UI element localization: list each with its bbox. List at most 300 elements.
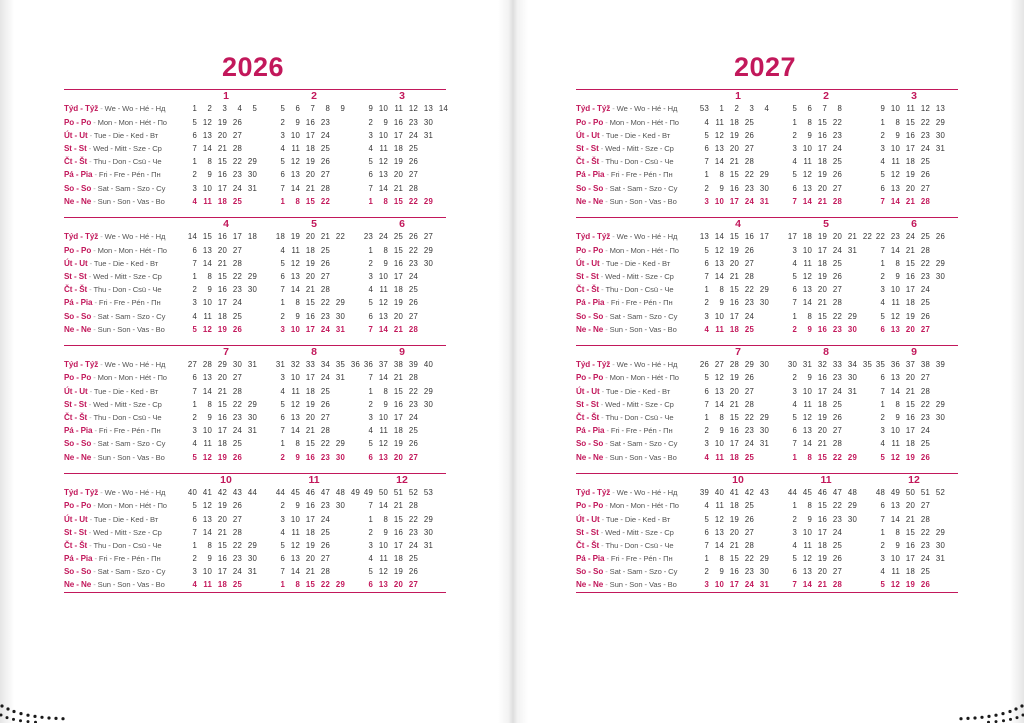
day-number: 15 [817, 117, 827, 127]
day-label [576, 539, 694, 552]
calendar-day-row [64, 552, 446, 565]
day-number-cell [270, 424, 358, 437]
day-number: 4 [880, 567, 885, 577]
day-number: 26 [920, 452, 930, 462]
calendar-day-row [64, 116, 446, 129]
day-number: 22 [408, 196, 418, 206]
day-label [64, 486, 182, 499]
day-number: 15 [905, 258, 915, 268]
calendar-day-row [576, 323, 958, 336]
day-number: 31 [935, 554, 945, 564]
day-label-full: Wed - Mitt - Sze - Ср [93, 399, 162, 409]
day-number: 29 [247, 157, 257, 167]
day-number: 14 [714, 399, 724, 409]
day-label-full: Mon - Mon - Hét - По [609, 501, 679, 511]
day-number: 44 [247, 488, 257, 498]
day-number: 2 [880, 540, 885, 550]
day-number: 15 [305, 580, 315, 590]
day-label-separator: - [603, 311, 610, 321]
day-number: 20 [817, 567, 827, 577]
day-number: 29 [217, 360, 227, 370]
day-number: 23 [320, 311, 330, 321]
day-label [576, 526, 694, 539]
day-number-cell [694, 539, 782, 552]
day-label-separator: - [599, 514, 606, 524]
day-label-full: Tue - Die - Ked - Вт [605, 130, 671, 140]
day-number: 23 [320, 452, 330, 462]
day-number: 1 [192, 399, 197, 409]
day-number-cell [270, 499, 358, 512]
day-number: 13 [714, 527, 724, 537]
day-number: 9 [207, 170, 212, 180]
day-number: 35 [875, 360, 885, 370]
day-number: 18 [275, 232, 285, 242]
day-number-cell [358, 437, 446, 450]
day-number: 23 [232, 554, 242, 564]
day-label-separator: - [92, 298, 99, 308]
day-label-abbr: Út - Ut [64, 130, 88, 140]
day-number: 2 [704, 567, 709, 577]
day-label [64, 257, 182, 270]
day-number: 4 [192, 196, 197, 206]
day-number: 49 [890, 488, 900, 498]
day-number: 25 [408, 554, 418, 564]
day-number: 21 [217, 258, 227, 268]
day-number-cell [694, 512, 782, 525]
day-number-cell [182, 486, 270, 499]
day-number: 27 [320, 554, 330, 564]
day-number: 14 [890, 196, 900, 206]
day-number: 16 [729, 298, 739, 308]
day-number: 21 [729, 157, 739, 167]
day-number: 1 [280, 196, 285, 206]
day-number-cell [358, 512, 446, 525]
day-number: 7 [880, 386, 885, 396]
day-number: 31 [423, 540, 433, 550]
day-label-abbr: Po - Po [576, 117, 604, 127]
day-number: 1 [880, 258, 885, 268]
day-number: 19 [729, 514, 739, 524]
day-label-separator: - [86, 399, 94, 409]
quarter-spacer [576, 593, 958, 602]
day-number: 23 [832, 514, 842, 524]
day-number: 25 [832, 157, 842, 167]
month-number: 9 [911, 346, 917, 359]
day-number: 3 [368, 130, 373, 140]
quarter-spacer [64, 593, 446, 602]
day-number: 28 [232, 258, 242, 268]
day-number: 27 [320, 170, 330, 180]
day-number: 1 [280, 298, 285, 308]
day-number: 30 [335, 311, 345, 321]
day-number: 23 [920, 540, 930, 550]
day-label [64, 168, 182, 181]
day-number: 14 [890, 386, 900, 396]
day-number: 43 [759, 488, 769, 498]
calendar-day-row [64, 257, 446, 270]
day-label-separator: - [603, 580, 610, 590]
day-number: 11 [715, 324, 724, 334]
day-label-separator: - [599, 130, 606, 140]
day-number: 13 [290, 554, 300, 564]
day-number: 28 [832, 580, 842, 590]
day-number: 17 [905, 144, 915, 154]
calendar-day-row [576, 512, 958, 525]
day-number-cell [182, 385, 270, 398]
day-number: 13 [699, 232, 709, 242]
day-number-cell [358, 385, 446, 398]
day-number: 6 [792, 183, 797, 193]
day-number: 8 [383, 386, 388, 396]
day-label-full: Sun - Son - Vas - Во [609, 196, 677, 206]
day-number: 39 [699, 488, 709, 498]
day-number-cell [870, 358, 958, 371]
day-label [64, 116, 182, 129]
day-number: 15 [729, 554, 739, 564]
day-number: 29 [759, 285, 769, 295]
day-label-abbr: Po - Po [576, 501, 604, 511]
day-number: 19 [729, 373, 739, 383]
day-label [64, 296, 182, 309]
day-label-abbr: So - So [576, 567, 604, 577]
day-number: 20 [832, 232, 842, 242]
month-number: 4 [735, 218, 741, 231]
day-label-separator: - [98, 104, 105, 114]
day-number: 29 [423, 514, 433, 524]
day-number: 1 [792, 501, 797, 511]
day-number-cell [358, 526, 446, 539]
day-number: 16 [305, 311, 315, 321]
day-number: 27 [744, 144, 754, 154]
day-number: 30 [935, 540, 945, 550]
day-label-separator: - [87, 540, 94, 550]
day-label-separator: - [87, 130, 94, 140]
day-number: 10 [802, 386, 812, 396]
month-row-spacer [576, 218, 694, 230]
day-number: 6 [368, 580, 373, 590]
day-number: 2 [704, 183, 709, 193]
day-number: 2 [368, 527, 373, 537]
day-number: 24 [832, 245, 842, 255]
day-number: 14 [290, 183, 300, 193]
calendar-page-left [8, 0, 498, 723]
day-number: 21 [817, 580, 827, 590]
day-number: 9 [719, 567, 724, 577]
day-number: 22 [320, 580, 330, 590]
day-number: 23 [232, 413, 242, 423]
day-number: 29 [335, 298, 345, 308]
month-number: 8 [823, 346, 829, 359]
day-number: 29 [847, 452, 857, 462]
day-number: 2 [280, 117, 285, 127]
day-number: 37 [905, 360, 915, 370]
day-number: 23 [890, 232, 900, 242]
day-number: 25 [408, 285, 418, 295]
calendar-day-row [64, 270, 446, 283]
day-label-full: Mon - Mon - Hét - По [609, 245, 679, 255]
day-number: 23 [232, 170, 242, 180]
day-number: 25 [920, 439, 930, 449]
day-label-full: We - Wo - Hé - Нд [616, 232, 678, 242]
day-label [576, 499, 694, 512]
day-number: 4 [792, 258, 797, 268]
day-number: 8 [719, 413, 724, 423]
day-number: 13 [378, 311, 388, 321]
day-number: 53 [699, 104, 709, 114]
day-label [64, 323, 182, 336]
day-number: 17 [905, 426, 915, 436]
day-number: 27 [232, 373, 242, 383]
day-number: 8 [719, 170, 724, 180]
day-number: 7 [792, 298, 797, 308]
month-number: 12 [908, 474, 920, 487]
day-number: 14 [714, 271, 724, 281]
calendar-day-row [576, 424, 958, 437]
day-number: 19 [305, 399, 315, 409]
day-label-abbr: Týd - Týž [64, 232, 99, 242]
day-number: 5 [252, 104, 257, 114]
day-number-cell [358, 424, 446, 437]
day-number: 14 [714, 157, 724, 167]
month-number: 9 [399, 346, 405, 359]
day-number-cell [182, 411, 270, 424]
day-number: 7 [192, 144, 197, 154]
day-number: 10 [378, 130, 388, 140]
day-number: 27 [920, 501, 930, 511]
day-number-cell [694, 424, 782, 437]
day-number: 26 [832, 413, 842, 423]
day-label-abbr: Po - Po [64, 117, 92, 127]
day-number: 19 [217, 324, 227, 334]
day-number: 15 [217, 157, 227, 167]
day-number: 9 [295, 452, 300, 462]
day-label [576, 323, 694, 336]
calendar-day-row [576, 499, 958, 512]
day-number: 14 [202, 527, 212, 537]
day-label-full: Sat - Sam - Szo - Су [97, 439, 166, 449]
day-number: 11 [291, 144, 300, 154]
day-number: 6 [280, 413, 285, 423]
day-number: 19 [217, 501, 227, 511]
day-number: 30 [423, 527, 433, 537]
day-label [576, 270, 694, 283]
day-label-abbr: Čt - Št [64, 285, 88, 295]
calendar-day-row [64, 486, 446, 499]
calendar-day-row [576, 526, 958, 539]
day-number-cell [270, 129, 358, 142]
day-number: 6 [807, 104, 812, 114]
day-number: 5 [880, 452, 885, 462]
day-label-separator: - [604, 426, 611, 436]
day-number: 10 [714, 580, 724, 590]
day-number-cell [782, 102, 870, 115]
day-number: 22 [920, 258, 930, 268]
day-label-full: We - Wo - Hé - Нд [104, 104, 166, 114]
month-number-row [64, 474, 446, 486]
day-number: 24 [832, 527, 842, 537]
day-number: 18 [247, 232, 257, 242]
day-number: 19 [393, 567, 403, 577]
day-number: 19 [817, 232, 827, 242]
calendar-day-row [576, 270, 958, 283]
day-number: 6 [704, 144, 709, 154]
day-number: 32 [817, 360, 827, 370]
day-label-full: Tue - Die - Ked - Вт [605, 514, 671, 524]
day-number: 14 [202, 386, 212, 396]
day-number: 22 [744, 413, 754, 423]
day-number-cell [358, 499, 446, 512]
day-number-cell [270, 182, 358, 195]
day-number: 19 [305, 540, 315, 550]
day-number: 17 [729, 311, 739, 321]
day-number-cell [358, 309, 446, 322]
calendar-day-row [576, 230, 958, 243]
day-number: 14 [714, 232, 724, 242]
month-number: 3 [911, 90, 917, 103]
day-number: 7 [792, 196, 797, 206]
day-number-cell [694, 195, 782, 208]
day-number: 21 [217, 144, 227, 154]
day-number: 2 [792, 373, 797, 383]
day-number-cell [358, 102, 446, 115]
day-number: 14 [202, 144, 212, 154]
day-number-cell [358, 411, 446, 424]
day-number: 6 [880, 183, 885, 193]
day-label-separator: - [87, 386, 94, 396]
day-number-cell [358, 450, 446, 463]
day-number: 23 [408, 117, 418, 127]
day-number: 24 [408, 271, 418, 281]
day-label-abbr: Út - Ut [576, 258, 600, 268]
day-label-full: Fri - Fre - Pén - Пн [98, 298, 161, 308]
day-number: 30 [935, 271, 945, 281]
day-number: 51 [920, 488, 930, 498]
day-number: 22 [335, 232, 345, 242]
day-number: 13 [890, 373, 900, 383]
day-number: 10 [890, 426, 900, 436]
month-row-spacer [64, 346, 182, 358]
day-number: 22 [832, 311, 842, 321]
day-label [64, 411, 182, 424]
calendar-day-row [64, 371, 446, 384]
day-number: 5 [792, 554, 797, 564]
day-number: 19 [905, 580, 915, 590]
day-number-cell [358, 182, 446, 195]
day-number: 17 [759, 232, 769, 242]
day-number: 19 [817, 554, 827, 564]
day-number: 31 [335, 324, 345, 334]
day-label-abbr: Pá - Pia [64, 426, 93, 436]
day-number-cell [694, 486, 782, 499]
day-number: 11 [203, 580, 212, 590]
day-number-cell [182, 182, 270, 195]
day-number: 21 [729, 399, 739, 409]
day-number: 9 [880, 104, 885, 114]
day-number: 4 [792, 399, 797, 409]
calendar-day-row [64, 168, 446, 181]
day-label-full: Tue - Die - Ked - Вт [93, 258, 159, 268]
day-label-abbr: So - So [64, 183, 92, 193]
day-number: 17 [729, 196, 739, 206]
day-label-abbr: Út - Ut [64, 258, 88, 268]
day-number: 18 [905, 298, 915, 308]
day-number: 6 [280, 554, 285, 564]
quarter-spacer [64, 336, 446, 345]
day-number: 26 [920, 311, 930, 321]
day-number: 12 [714, 514, 724, 524]
day-number: 27 [320, 271, 330, 281]
day-number: 7 [880, 196, 885, 206]
day-number-cell [270, 539, 358, 552]
day-label [576, 142, 694, 155]
day-label-full: Fri - Fre - Pén - Пн [98, 170, 161, 180]
day-number: 13 [290, 413, 300, 423]
day-number: 18 [217, 439, 227, 449]
day-number-cell [270, 257, 358, 270]
day-label-abbr: Pá - Pia [576, 298, 605, 308]
day-number: 16 [905, 413, 915, 423]
day-number-cell [270, 283, 358, 296]
day-number: 18 [305, 245, 315, 255]
day-number: 7 [368, 501, 373, 511]
day-number: 44 [787, 488, 797, 498]
day-number: 1 [704, 170, 709, 180]
day-number: 7 [822, 104, 827, 114]
day-number: 2 [207, 104, 212, 114]
day-label-full: Wed - Mitt - Sze - Ср [93, 144, 162, 154]
day-number-cell [782, 512, 870, 525]
day-number: 14 [378, 324, 388, 334]
day-number: 23 [320, 117, 330, 127]
day-number: 12 [378, 157, 388, 167]
day-label-full: Thu - Don - Csü - Че [605, 413, 674, 423]
day-number: 28 [832, 439, 842, 449]
day-number: 12 [802, 170, 812, 180]
day-number: 19 [393, 157, 403, 167]
day-number: 2 [368, 258, 373, 268]
day-number: 3 [792, 527, 797, 537]
day-number: 10 [890, 554, 900, 564]
day-number: 8 [295, 298, 300, 308]
day-number: 6 [880, 501, 885, 511]
day-number: 1 [792, 311, 797, 321]
quarter-grid-right [520, 89, 1010, 602]
day-label-abbr: Út - Ut [576, 514, 600, 524]
day-number: 10 [890, 104, 900, 114]
day-number: 8 [895, 527, 900, 537]
day-number-cell [182, 230, 270, 243]
day-number: 15 [729, 413, 739, 423]
day-number: 24 [832, 144, 842, 154]
day-number: 3 [704, 196, 709, 206]
day-number: 3 [792, 386, 797, 396]
day-number: 18 [393, 285, 403, 295]
day-number: 11 [803, 540, 812, 550]
day-number: 11 [715, 117, 724, 127]
day-number: 11 [291, 245, 300, 255]
day-number: 45 [802, 488, 812, 498]
day-label-separator: - [604, 298, 611, 308]
day-label [64, 270, 182, 283]
day-label [64, 371, 182, 384]
day-number: 18 [393, 144, 403, 154]
calendar-day-row [64, 142, 446, 155]
day-number: 26 [232, 117, 242, 127]
day-number: 11 [906, 104, 915, 114]
day-number: 15 [393, 196, 403, 206]
day-number: 9 [383, 258, 388, 268]
day-number: 27 [232, 514, 242, 524]
